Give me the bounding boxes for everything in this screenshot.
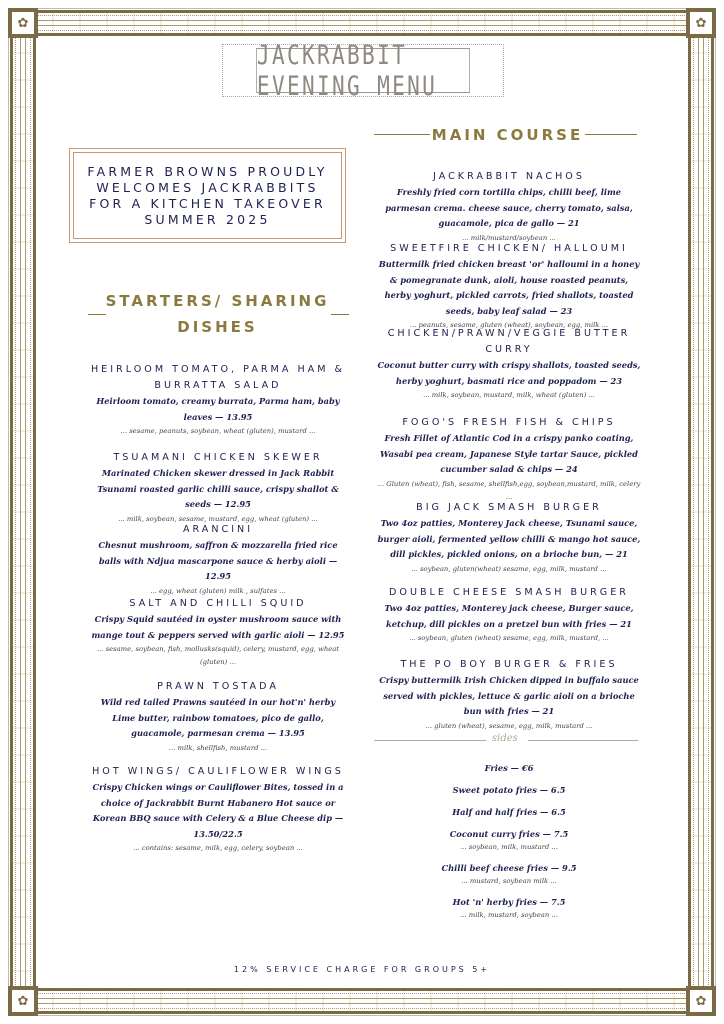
menu-title: JACKRABBIT EVENING MENU (256, 48, 470, 93)
side-item (376, 896, 642, 922)
divider (88, 314, 106, 315)
item-name: TSUAMANI CHICKEN SKEWER (113, 452, 323, 463)
left-border-band (10, 10, 36, 1014)
item-allergens: ... contains: sesame, milk, egg, celery, soybean ... (133, 844, 303, 852)
item-description: Half and half fries — 6.5 (452, 807, 566, 817)
top-border-band (10, 10, 714, 36)
item-allergens: ... sesame, soybean, fish, mollusks(squid), celery, mustard, egg, wheat (gluten) ... (96, 645, 340, 666)
side-item (376, 784, 642, 797)
item-allergens: ... milk, mustard, soybean ... (460, 911, 558, 919)
menu-item (376, 415, 642, 504)
item-allergens: ... soybean, gluten(wheat) sesame, egg, milk, mustard ... (411, 564, 607, 573)
menu-item (376, 326, 642, 402)
item-allergens: ... sesame, peanuts, soybean, wheat (gluten), mustard ... (120, 427, 316, 435)
divider (331, 314, 349, 315)
item-description: Buttermilk fried chicken breast 'or' halloumi in a honey & pomegranate dunk, aioli, house roasted peanuts, herby yoghurt, pickled carrots, fried shallots, toasted seeds, baby leaf salad — 23 (378, 259, 640, 316)
divider (374, 134, 430, 135)
item-allergens: ... milk, shellfish, mustard ... (168, 743, 268, 752)
corner-rosette-icon: ✿ (8, 8, 38, 38)
item-description: Heirloom tomato, creamy burrata, Parma ham, baby leaves — 13.95 (96, 396, 340, 422)
item-description: Coconut butter curry with crispy shallots, toasted seeds, herby yoghurt, basmati rice and poppadom — 23 (377, 360, 641, 386)
menu-item (88, 450, 348, 526)
item-name: PRAWN TOSTADA (157, 681, 279, 692)
item-allergens: ... peanuts, sesame, gluten (wheat), soybean, egg, milk ... (409, 321, 609, 329)
item-description: Crispy Squid sautéed in oyster mushroom sauce with mange tout & peppers served with garlic aioli — 12.95 (91, 614, 345, 640)
menu-item (376, 169, 642, 245)
item-description: Sweet potato fries — 6.5 (452, 785, 566, 795)
service-charge-note: 12% SERVICE CHARGE FOR GROUPS 5+ (233, 965, 491, 974)
item-name: ARANCINI (182, 524, 254, 535)
side-item (376, 828, 642, 854)
menu-item (376, 241, 642, 332)
item-name: HOT WINGS/ CAULIFLOWER WINGS (92, 766, 344, 777)
item-description: Crispy Chicken wings or Cauliflower Bites, tossed in a choice of Jackrabbit Burnt Habanero Hot sauce or Korean BBQ sauce with Celery & a Blue Cheese dip — 13.50/22.5 (92, 782, 344, 839)
item-name: DOUBLE CHEESE SMASH BURGER (389, 587, 629, 598)
item-description: Chilli beef cheese fries — 9.5 (441, 863, 577, 873)
promo-text: FARMER BROWNS PROUDLY WELCOMES JACKRABBITS FOR A KITCHEN TAKEOVER SUMMER 2025 (73, 152, 342, 239)
item-description: Hot 'n' herby fries — 7.5 (452, 897, 566, 907)
side-item (376, 806, 642, 819)
divider (585, 134, 637, 135)
item-allergens: ... milk, soybean, sesame, mustard, egg, wheat (gluten) ... (118, 514, 318, 523)
menu-item (88, 679, 348, 755)
item-allergens: ... milk/mustard/soybean ... (462, 233, 556, 242)
item-name: BIG JACK SMASH BURGER (416, 502, 602, 513)
main-course-heading: MAIN COURSE (431, 126, 584, 144)
item-allergens: ... soybean, milk, mustard ... (460, 843, 558, 851)
menu-item (376, 585, 642, 645)
item-name: JACKRABBIT NACHOS (433, 171, 585, 182)
corner-rosette-icon: ✿ (686, 986, 716, 1016)
side-item (376, 762, 642, 775)
divider (528, 740, 638, 741)
menu-item (88, 596, 348, 669)
item-description: Marinated Chicken skewer dressed in Jack Rabbit Tsunami roasted garlic chilli sauce, crispy shallot & seeds — 12.95 (97, 468, 339, 509)
menu-item (88, 362, 348, 438)
item-description: Fresh Fillet of Atlantic Cod in a crispy panko coating, Wasabi pea cream, Japanese Style tartar Sauce, pickled cucumber salad & chips — 24 (380, 433, 638, 474)
promo-box (69, 148, 346, 243)
sides-heading: sides (492, 733, 518, 744)
menu-item (376, 500, 642, 576)
item-description: Crispy buttermilk Irish Chicken dipped in buffalo sauce served with pickles, lettuce & garlic aioli on a brioche bun with fries — 21 (379, 675, 639, 716)
item-name: CHICKEN/PRAWN/VEGGIE BUTTER CURRY (387, 328, 631, 355)
divider (374, 740, 486, 741)
menu-title-box (222, 39, 504, 102)
item-description: Chesnut mushroom, saffron & mozzarella fried rice balls with Ndjua mascarpone sauce & herby aioli — 12.95 (98, 540, 338, 581)
starters-heading: STARTERS/ SHARING (105, 292, 330, 310)
item-description: Freshly fried corn tortilla chips, chilli beef, lime parmesan crema. cheese sauce, cherry tomato, salsa, guacamole, pica de gallo — 21 (385, 187, 633, 228)
item-allergens: ... egg, wheat (gluten) milk , sulfates ... (150, 586, 286, 595)
item-description: Coconut curry fries — 7.5 (449, 829, 569, 839)
corner-rosette-icon: ✿ (8, 986, 38, 1016)
item-description: Two 4oz patties, Monterey jack cheese, Burger sauce, ketchup, dill pickles on a pretzel bun with fries — 21 (384, 603, 634, 629)
menu-item (376, 657, 642, 733)
item-allergens: ... milk, soybean, mustard, milk, wheat (gluten) ... (423, 391, 595, 399)
item-description: Wild red tailed Prawns sautéed in our hot'n' herby Lime butter, rainbow tomatoes, pico de gallo, guacamole, parmesan crema — 13.95 (100, 697, 336, 738)
side-item (376, 862, 642, 888)
item-description: Two 4oz patties, Monterey Jack cheese, Tsunami sauce, burger aioli, fermented yellow chilli & mango hot sauce, dill pickles, pickled onions, on a brioche bun, — 21 (377, 518, 641, 559)
item-name: FOGO'S FRESH FISH & CHIPS (402, 417, 616, 428)
item-allergens: ... soybean, gluten (wheat) sesame, egg, milk, mustard, ... (409, 634, 609, 642)
item-allergens: ... gluten (wheat), sesame, egg, milk, mustard ... (425, 721, 593, 730)
item-name: THE PO BOY BURGER & FRIES (400, 659, 618, 670)
right-border-band (688, 10, 714, 1014)
starters-heading-line2: DISHES (177, 318, 258, 336)
menu-item (88, 764, 348, 855)
item-name: HEIRLOOM TOMATO, PARMA HAM & BURRATTA SALAD (90, 364, 346, 391)
item-name: SALT AND CHILLI SQUID (129, 598, 307, 609)
item-name: SWEETFIRE CHICKEN/ HALLOUMI (390, 243, 628, 254)
bottom-border-band (10, 988, 714, 1014)
corner-rosette-icon: ✿ (686, 8, 716, 38)
item-allergens: ... Gluten (wheat), fish, sesame, shellfish,egg, soybean,mustard, milk, celery ... (377, 479, 641, 501)
item-description: Fries — €6 (484, 763, 534, 773)
menu-item (88, 522, 348, 598)
item-allergens: ... mustard, soybean milk ... (461, 877, 557, 885)
